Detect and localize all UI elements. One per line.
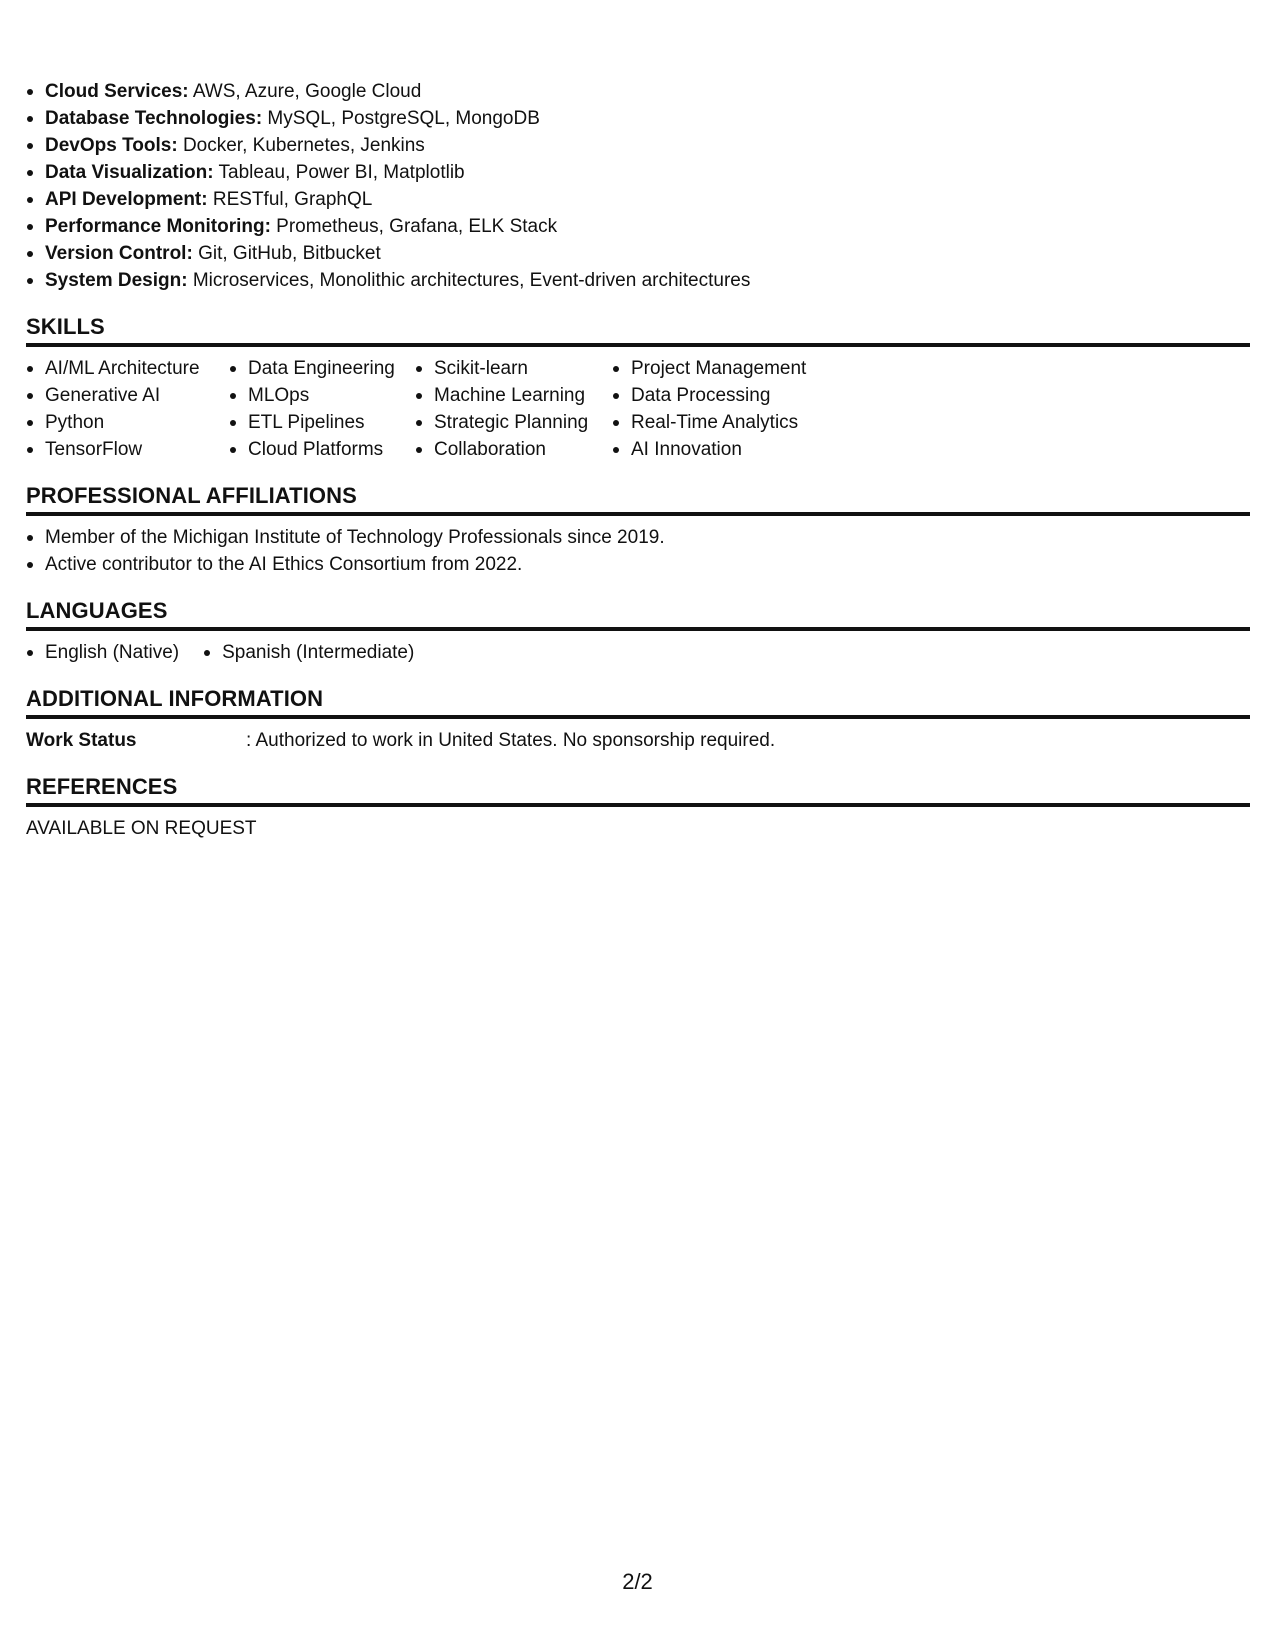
list-item: Member of the Michigan Institute of Technology Professionals since 2019. [26,524,1250,551]
tech-value: MySQL, PostgreSQL, MongoDB [262,108,540,129]
list-item [26,132,1250,159]
list-item: AI/ML Architecture [26,355,229,382]
tech-label: API Development: [45,189,208,210]
list-item: Data Processing [612,382,832,409]
list-item: Collaboration [415,436,612,463]
page-number: 2/2 [622,1569,653,1594]
list-item: Generative AI [26,382,229,409]
tech-label: Performance Monitoring: [45,216,271,237]
list-item [26,186,1250,213]
tech-value: Microservices, Monolithic architectures, Event-driven architectures [187,270,751,291]
section-title-skills: SKILLS [26,313,1250,347]
list-item: Data Engineering [229,355,415,382]
references-text: AVAILABLE ON REQUEST [26,818,257,839]
list-item: AI Innovation [612,436,832,463]
work-status-row [26,727,1250,754]
languages-list [26,639,1250,666]
skills-column [229,355,415,463]
resume-page [26,78,1250,842]
skills-column [26,355,229,463]
section-title-affiliations: PROFESSIONAL AFFILIATIONS [26,482,1250,516]
list-item: ETL Pipelines [229,409,415,436]
tech-label: System Design: [45,270,188,291]
list-item: Project Management [612,355,832,382]
list-item: Spanish (Intermediate) [203,639,414,666]
list-item [26,267,1250,294]
tech-value: Tableau, Power BI, Matplotlib [213,162,465,183]
tech-value: RESTful, GraphQL [207,189,373,210]
tech-label: Data Visualization: [45,162,214,183]
list-item: Real-Time Analytics [612,409,832,436]
list-item [26,213,1250,240]
work-status-value: : Authorized to work in United States. No sponsorship required. [246,730,776,751]
list-item [26,159,1250,186]
list-item [26,240,1250,267]
list-item: MLOps [229,382,415,409]
list-item [26,105,1250,132]
list-item: Python [26,409,229,436]
skills-section [26,313,1250,463]
affiliations-section [26,482,1250,578]
technical-skills-list [26,78,1250,294]
affiliations-list [26,524,1250,578]
tech-label: Version Control: [45,243,193,264]
tech-value: Prometheus, Grafana, ELK Stack [270,216,558,237]
tech-value: AWS, Azure, Google Cloud [188,81,422,102]
list-item: Cloud Platforms [229,436,415,463]
tech-label: DevOps Tools: [45,135,178,156]
section-title-references: REFERENCES [26,773,1250,807]
tech-label: Cloud Services: [45,81,189,102]
work-status-label: Work Status [26,730,137,751]
additional-info-section [26,685,1250,754]
list-item: Strategic Planning [415,409,612,436]
references-section [26,773,1250,842]
tech-value: Git, GitHub, Bitbucket [192,243,381,264]
list-item: English (Native) [26,639,179,666]
skills-column [612,355,832,463]
section-title-additional: ADDITIONAL INFORMATION [26,685,1250,719]
languages-section [26,597,1250,666]
skills-column [415,355,612,463]
list-item [26,78,1250,105]
tech-value: Docker, Kubernetes, Jenkins [177,135,425,156]
section-title-languages: LANGUAGES [26,597,1250,631]
list-item: TensorFlow [26,436,229,463]
list-item: Scikit-learn [415,355,612,382]
skills-grid [26,355,1250,463]
list-item: Machine Learning [415,382,612,409]
tech-label: Database Technologies: [45,108,263,129]
list-item: Active contributor to the AI Ethics Consortium from 2022. [26,551,1250,578]
